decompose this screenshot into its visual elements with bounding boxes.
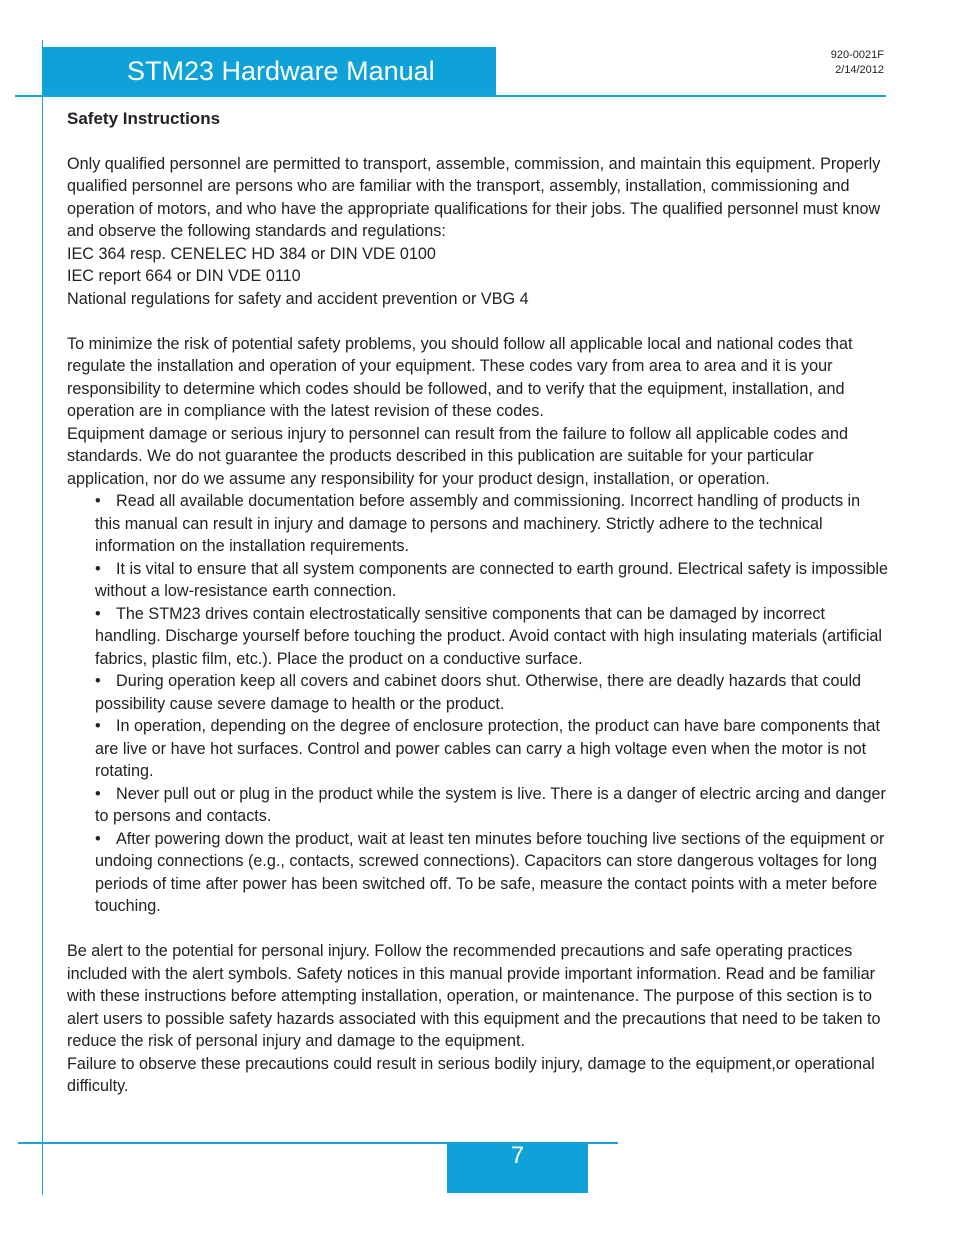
header-title-banner xyxy=(42,47,496,96)
standard-line: IEC 364 resp. CENELEC HD 384 or DIN VDE 0100 xyxy=(67,244,436,263)
closing-paragraph: Be alert to the potential for personal injury. Follow the recommended precautions and safe operating practices included with the alert symbols. Safety notices in this manual provide important information. Read and be familiar with these instructions before attempting installation, operation, or maintenance. The purpose of this section is to alert users to possible safety hazards associated with this equipment and the precautions that need to be taken to reduce the risk of personal injury and damage to the equipment. xyxy=(67,942,881,1050)
bullet-item xyxy=(95,603,889,671)
safety-bullet-list xyxy=(67,490,889,918)
bullet-text: In operation, depending on the degree of enclosure protection, the product can have bare components that are live or have hot surfaces. Control and power cables can carry a high voltage even when the motor is not rotating. xyxy=(95,717,881,780)
bullet-text: During operation keep all covers and cabinet doors shut. Otherwise, there are deadly hazards that could possibility cause severe damage to health or the product. xyxy=(95,672,862,713)
bullet-text: After powering down the product, wait at least ten minutes before touching live sections of the equipment or undoing connections (e.g., contacts, screwed connections). Capacitors can store dangerous voltages for long periods of time after power has been switched off. To be safe, measure the contact points with a meter before touching. xyxy=(95,829,885,915)
document-meta xyxy=(831,48,884,78)
standard-line: National regulations for safety and accident prevention or VBG 4 xyxy=(67,289,529,308)
bullet-item xyxy=(95,490,889,558)
intro-paragraph: Only qualified personnel are permitted to transport, assemble, commission, and maintain this equipment. Properly qualified personnel are persons who are familiar with the transport, assembly, installation, commissioning and operation of motors, and who have the appropriate qualifications for their jobs. The qualified personnel must know and observe the following standards and regulations: xyxy=(67,154,881,240)
bullet-item xyxy=(95,558,889,603)
bullet-icon: • xyxy=(95,829,101,848)
left-rule xyxy=(42,40,43,1195)
risk-paragraph: Equipment damage or serious injury to personnel can result from the failure to follow all applicable codes and standards. We do not guarantee the products described in this publication are suitable for your particular application, nor do we assume any responsibility for your product design, installation, or operation. xyxy=(67,424,849,488)
document-number: 920-0021F xyxy=(830,49,884,61)
document-date: 2/14/2012 xyxy=(835,64,884,76)
bullet-text: The STM23 drives contain electrostatically sensitive components that can be damaged by incorrect handling. Discharge yourself before touching the product. Avoid contact with high insulating materials (artificial fabrics, plastic film, etc.). Place the product on a conductive surface. xyxy=(95,604,883,668)
bullet-icon: • xyxy=(95,492,101,510)
page-number: 7 xyxy=(510,1142,525,1169)
manual-title: STM23 Hardware Manual xyxy=(127,56,435,86)
bullet-text: Never pull out or plug in the product while the system is live. There is a danger of electric arcing and danger to persons and contacts. xyxy=(95,784,886,825)
section-heading: Safety Instructions xyxy=(67,109,221,128)
page-body xyxy=(67,108,889,1098)
standard-line: IEC report 664 or DIN VDE 0110 xyxy=(67,267,301,285)
closing-paragraph: Failure to observe these precautions could result in serious bodily injury, damage to the equipment,or operational difficulty. xyxy=(67,1054,875,1095)
bullet-icon: • xyxy=(95,559,101,578)
header-rule xyxy=(15,95,886,97)
bullet-item xyxy=(95,828,889,918)
bullet-text: Read all available documentation before assembly and commissioning. Incorrect handling of products in this manual can result in injury and damage to persons and machinery. Strictly adhere to the technical information on the installation requirements. xyxy=(95,492,861,555)
bullet-icon: • xyxy=(95,672,101,690)
bullet-icon: • xyxy=(95,784,101,803)
bullet-item xyxy=(95,670,889,715)
bullet-icon: • xyxy=(95,717,101,735)
bullet-text: It is vital to ensure that all system components are connected to earth ground. Electrical safety is impossible without a low-resistance earth connection. xyxy=(95,559,888,600)
bullet-icon: • xyxy=(95,604,101,623)
bullet-item xyxy=(95,783,889,828)
page-number-box xyxy=(447,1143,588,1193)
bullet-item xyxy=(95,715,889,783)
risk-paragraph: To minimize the risk of potential safety problems, you should follow all applicable local and national codes that regulate the installation and operation of your equipment. These codes vary from area to area and it is your responsibility to determine which codes should be followed, and to verify that the equipment, installation, and operation are in compliance with the latest revision of these codes. xyxy=(67,334,853,420)
